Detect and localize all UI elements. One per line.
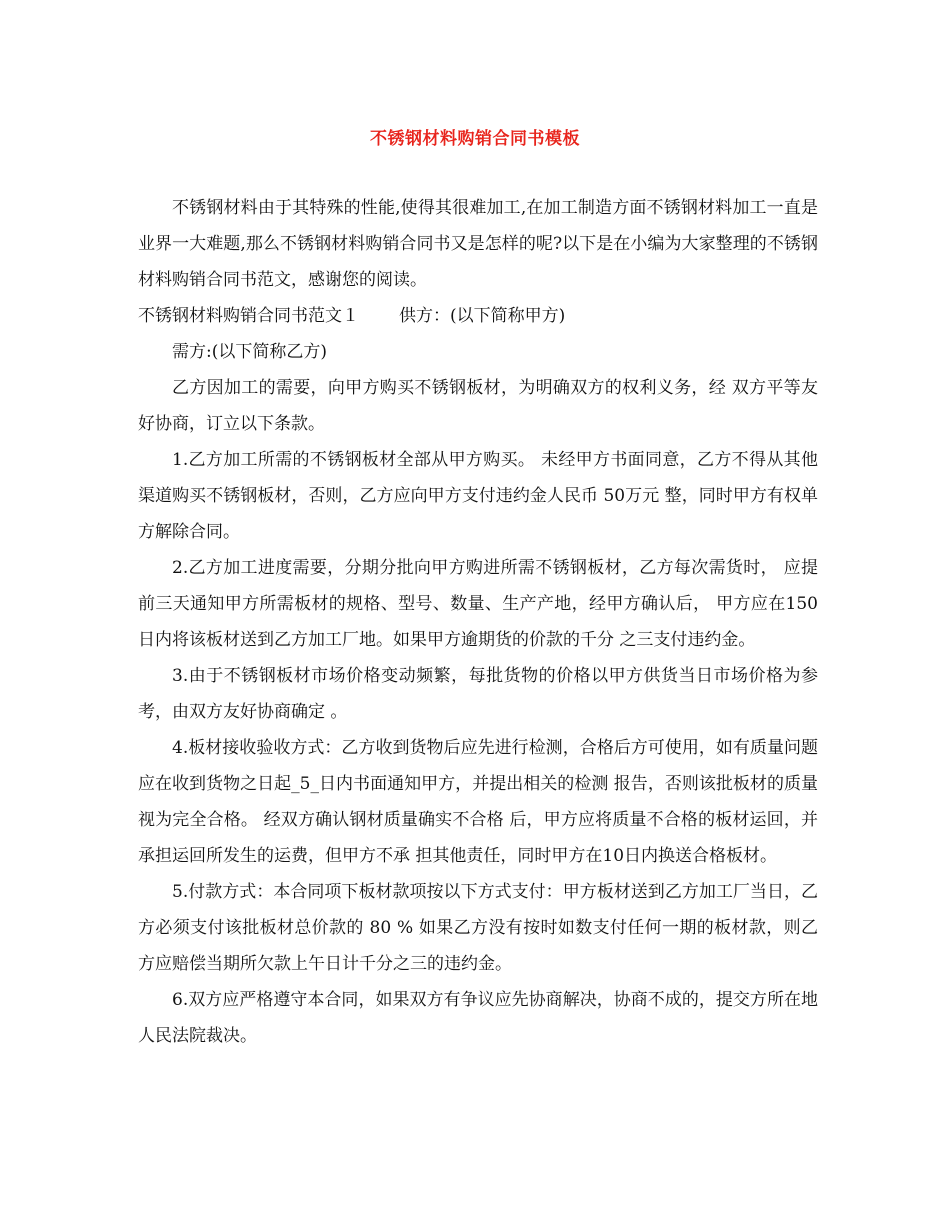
page-title: 不锈钢材料购销合同书模板 — [370, 129, 580, 149]
clause-2: 2.乙方加工进度需要，分期分批向甲方购进所需不锈钢板材，乙方每次需货时， 应提前三天通知甲方所需板材的规格、型号、数量、生产产地，经甲方确认后， 甲方应在150日内将该板材送到乙方加工厂地。如果甲方逾期货的价款的千分 之三支付违约金。 — [138, 558, 818, 650]
clause-1: 1.乙方加工所需的不锈钢板材全部从甲方购买。 未经甲方书面同意，乙方不得从其他渠道购买不锈钢板材，否则，乙方应向甲方支付违约金人民币 50万元 整，同时甲方有权单方解除合同。 — [138, 450, 818, 542]
preamble-paragraph: 乙方因加工的需要，向甲方购买不锈钢板材，为明确双方的权利义务，经 双方平等友好协商，订立以下条款。 — [138, 378, 818, 434]
document-body — [138, 190, 818, 1054]
clause-3: 3.由于不锈钢板材市场价格变动频繁，每批货物的价格以甲方供货当日市场价格为参考，由双方友好协商确定 。 — [138, 666, 818, 722]
clause-6: 6.双方应严格遵守本合同，如果双方有争议应先协商解决，协商不成的，提交方所在地人民法院裁决。 — [138, 990, 818, 1046]
sample-heading: 不锈钢材料购销合同书范文１ — [138, 306, 359, 326]
intro-paragraph: 不锈钢材料由于其特殊的性能,使得其很难加工,在加工制造方面不锈钢材料加工一直是业界一大难题,那么不锈钢材料购销合同书又是怎样的呢?以下是在小编为大家整理的不锈钢材料购销合同书范文，感谢您的阅读。 — [138, 198, 818, 290]
clause-4: 4.板材接收验收方式：乙方收到货物后应先进行检测，合格后方可使用，如有质量问题应在收到货物之日起_5_日内书面通知甲方，并提出相关的检测 报告，否则该批板材的质量视为完全合格。 经双方确认钢材质量确实不合格 后，甲方应将质量不合格的板材运回，并承担运回所发生的运费，但甲方不承 担其他责任，同时甲方在10日内换送合格板材。 — [138, 738, 818, 866]
sample-heading-line — [138, 298, 818, 334]
supplier-line: 供方：(以下简称甲方) — [399, 306, 566, 326]
buyer-line: 需方:(以下简称乙方) — [172, 342, 327, 362]
clause-5: 5.付款方式：本合同项下板材款项按以下方式支付：甲方板材送到乙方加工厂当日，乙方必须支付该批板材总价款的 80 % 如果乙方没有按时如数支付任何一期的板材款，则乙方应赔偿当期所欠款上午日计千分之三的违约金。 — [138, 882, 818, 974]
